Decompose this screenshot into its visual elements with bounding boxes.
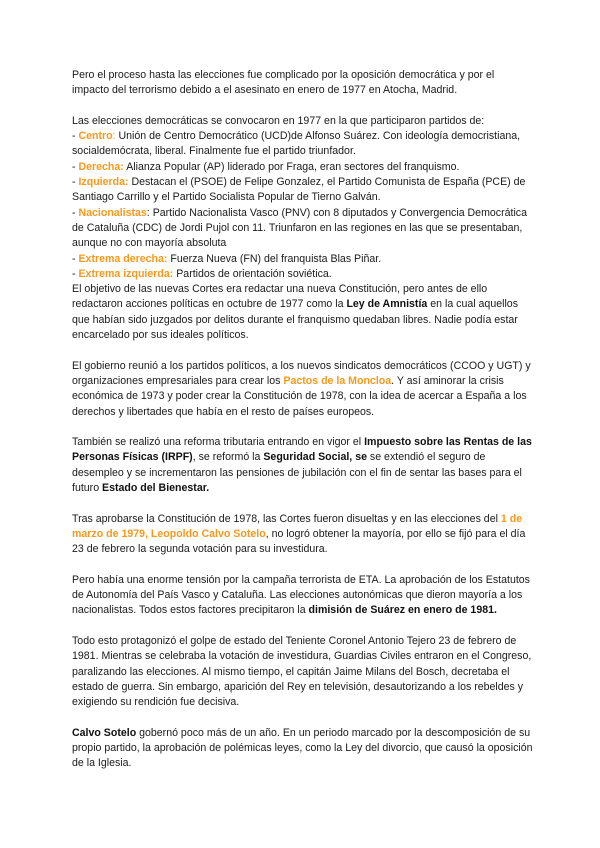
paragraph-golpe-estado: Todo esto protagonizó el golpe de estado del Teniente Coronel Antonio Tejero 23 de febrero de 1981. Mientras se celebraba la votación de investidura, Guardias Civiles entraron en el Congreso, paralizando las elecciones. Al mismo tiempo, el capitán Jaime Milans del Bosch, decretaba el estado de guerra. Sin embargo, aparición del Rey en televisión, desautorizando a los rebeldes y exigiendo su rendición fue decisiva.	[72, 634, 532, 709]
paragraph-calvo-sotelo: Calvo Sotelo gobernó poco más de un año. En un periodo marcado por la descomposición de su propio partido, la aprobación de polémicas leyes, como la Ley del divorcio, que causó la oposición de la Iglesia.	[72, 726, 533, 770]
party-item-centro: - Centro: Unión de Centro Democrático (UCD)de Alfonso Suárez. Con ideología democristiana, socialdemócrata, liberal. Finalmente fue el partido triunfador.	[72, 130, 521, 158]
term-date-calvo-sotelo: 1 de marzo de 1979, Leopoldo Calvo Sotelo	[72, 512, 523, 540]
party-label: Izquierda:	[78, 176, 129, 189]
paragraph-tension-eta: Pero había una enorme tensión por la campaña terrorista de ETA. La aprobación de los Estatutos de Autonomía del País Vasco y Cataluña. Las elecciones autonómicas que dieron mayoría a los nacionalistas. Todos estos factores precipitaron la dimisión de Suárez en enero de 1981.	[72, 573, 530, 617]
paragraph-moncloa: El gobierno reunió a los partidos políticos, a los nuevos sindicatos democráticos (CCOO y UGT) y organizaciones empresariales para crear los Pactos de la Moncloa. Y así aminorar la crisis económica de 1973 y poder crear la Constitución de 1978, con la idea de acercar a España a los derechos y libertades que había en el resto de países europeos.	[72, 359, 531, 418]
term-pactos-moncloa: Pactos de la Moncloa	[283, 374, 392, 387]
party-label: Centro	[78, 130, 113, 143]
paragraph-reforma-tributaria: También se realizó una reforma tributaria entrando en vigor el Impuesto sobre las Rentas de las Personas Físicas (IRPF), se reformó la Seguridad Social, se se extendió el seguro de desempleo y se incrementaron las pensiones de jubilación con el fin de sentar las bases para el futuro Estado del Bienestar.	[72, 436, 532, 495]
paragraph-intro: Pero el proceso hasta las elecciones fue complicado por la oposición democrática y por el impacto del terrorismo debido a el asesinato en enero de 1977 en Atocha, Madrid.	[72, 69, 495, 97]
party-label: Derecha:	[78, 160, 124, 173]
paragraph-amnistia: El objetivo de las nuevas Cortes era redactar una nueva Constitución, pero antes de ello redactaron acciones políticas en octubre de 1977 como la Ley de Amnistía en la cual aquellos que habían sido juzgados por delitos durante el franquismo quedaban libres. Nadie podía estar encarcelado por sus ideales políticos.	[72, 283, 518, 342]
term-irpf: Impuesto sobre las Rentas de las Personas Físicas (IRPF)	[72, 436, 532, 464]
party-label: Nacionalistas	[78, 206, 147, 219]
paragraph-constitucion: Tras aprobarse la Constitución de 1978, las Cortes fueron disueltas y en las elecciones del 1 de marzo de 1979, Leopoldo Calvo Sotelo, no logró obtener la mayoría, por ello se fijó para el día 23 de febrero la segunda votación para su investidura.	[72, 512, 526, 556]
term-ley-amnistia: Ley de Amnistía	[346, 298, 428, 311]
party-item-derecha: - Derecha: Alianza Popular (AP) liderado por Fraga, eran sectores del franquismo.	[72, 160, 460, 173]
document-body	[72, 68, 534, 787]
party-label: Extrema derecha:	[78, 252, 168, 265]
term-dimision-suarez: dimisión de Suárez en enero de 1981.	[308, 604, 497, 617]
party-item-extrema-izquierda: - Extrema izquierda: Partidos de orientación soviética.	[72, 267, 332, 280]
term-estado-bienestar: Estado del Bienestar.	[102, 482, 210, 495]
party-item-extrema-derecha: - Extrema derecha: Fuerza Nueva (FN) del franquista Blas Piñar.	[72, 252, 382, 265]
party-item-izquierda: - Izquierda: Destacan el (PSOE) de Felipe Gonzalez, el Partido Comunista de España (PCE) de Santiago Carrillo y el Partido Socialista Popular de Tierno Galván.	[72, 176, 526, 204]
term-calvo-sotelo: Calvo Sotelo	[72, 726, 137, 739]
term-seguridad-social: Seguridad Social, se	[263, 451, 367, 464]
party-item-nacionalistas: - Nacionalistas: Partido Nacionalista Vasco (PNV) con 8 diputados y Convergencia Democrática de Cataluña (CDC) de Jordi Pujol con 11. Triunfaron en las regiones en las que se presentaban, aunque no con mayoría absoluta	[72, 206, 527, 250]
paragraph-elections-intro: Las elecciones democráticas se convocaron en 1977 en la que participaron partidos de:	[72, 114, 485, 127]
party-list	[72, 129, 534, 282]
party-label: Extrema izquierda:	[78, 267, 174, 280]
